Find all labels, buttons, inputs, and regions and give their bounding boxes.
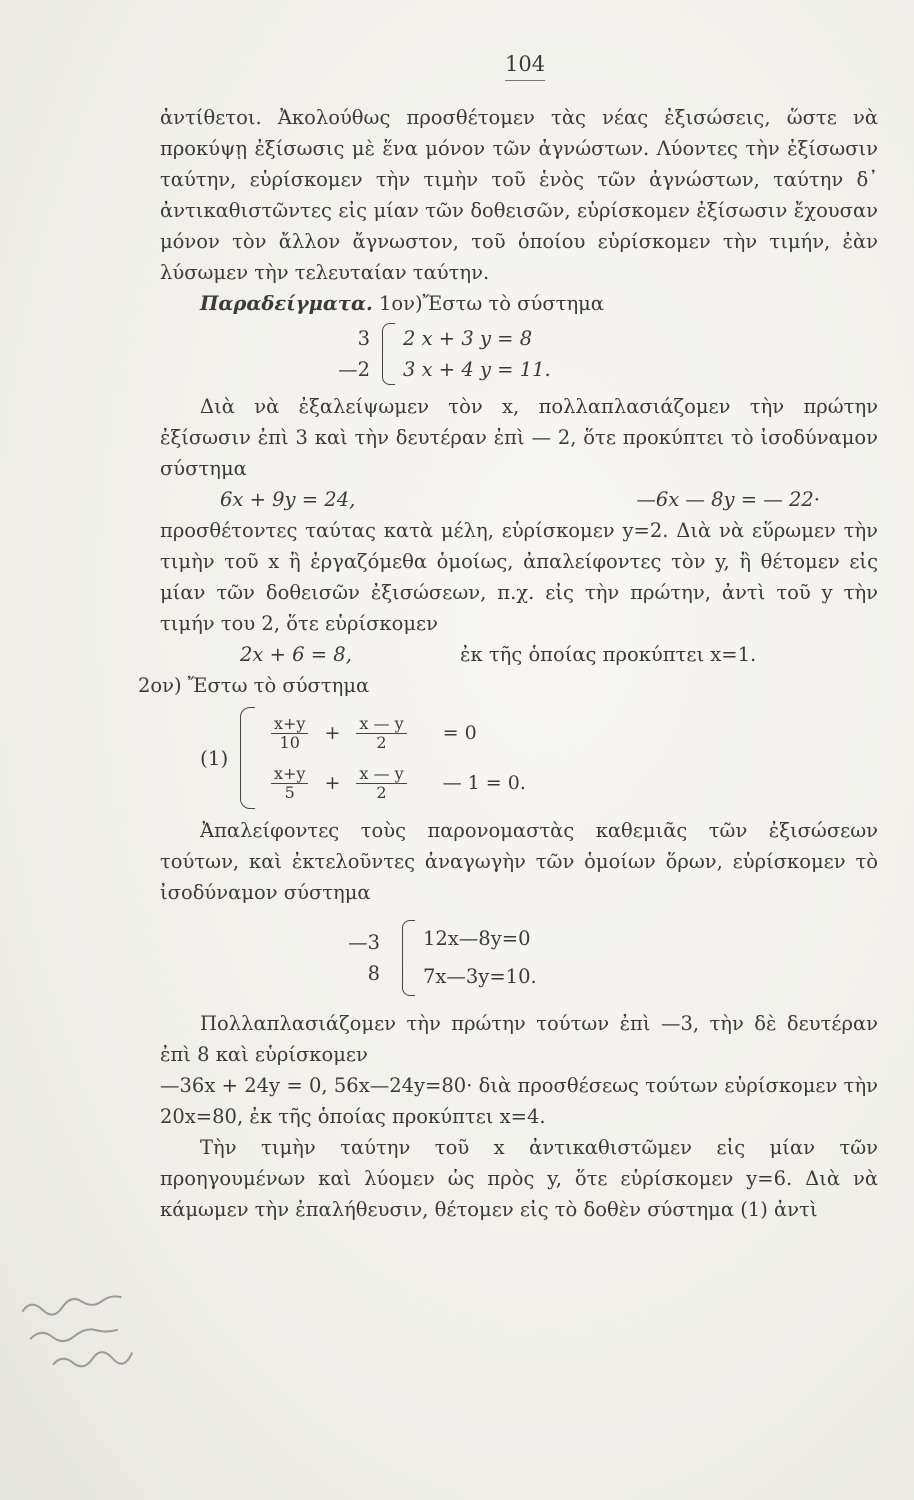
equation: 12x—8y=0 xyxy=(423,927,531,950)
multiplier: 3 xyxy=(357,327,370,350)
system-3-multipliers xyxy=(320,927,380,989)
result-line xyxy=(160,1070,878,1132)
system-2 xyxy=(200,707,878,809)
multiplier: —2 xyxy=(338,358,370,381)
equivalent-system-1 xyxy=(220,484,820,515)
examples-heading-line xyxy=(160,288,878,319)
system-1 xyxy=(310,323,878,385)
equation-row: $\frac{x+y}{10}$ + $\frac{x — y}{2}$ = 0 xyxy=(265,708,536,758)
example-2-intro: 2ον) Ἔστω τὸ σύστημα xyxy=(138,674,370,697)
brace xyxy=(382,323,395,385)
equation: 3 x + 4 y = 11. xyxy=(403,358,551,381)
page-body xyxy=(138,102,878,1225)
brace xyxy=(402,920,415,996)
examples-heading: Παραδείγματα. xyxy=(200,292,373,315)
brace xyxy=(240,707,255,809)
substitution-line xyxy=(240,639,878,670)
equation: 6x + 9y = 24, xyxy=(220,488,356,511)
equation: —6x — 8y = — 22· xyxy=(636,488,820,511)
paragraph-4: Ἀπαλείφοντες τοὺς παρονομαστὰς καθεμιᾶς τῶν ἐξισώσεων τούτων, καὶ ἐκτελοῦντες ἀναγωγὴν τῶν ὁμοίων ὅρων, εὑρίσκομεν τὸ ἰσοδύναμον σύστημα xyxy=(160,819,878,904)
multiplier: 8 xyxy=(367,962,380,985)
system-3 xyxy=(320,920,878,996)
handwriting-scribble-icon xyxy=(15,1279,154,1382)
equation: 7x—3y=10. xyxy=(423,965,537,988)
result-tail: διὰ προσθέσεως τούτων εὑρίσκομεν τὴν 20x=80, ἐκ τῆς ὁποίας προκύπτει x=4. xyxy=(160,1074,878,1128)
result-equations: —36x + 24y = 0, 56x—24y=80· xyxy=(160,1074,473,1097)
equation-row: $\frac{x+y}{5}$ + $\frac{x — y}{2}$ — 1 = 0. xyxy=(265,758,536,808)
paragraph-5: Πολλαπλασιάζομεν τὴν πρώτην τούτων ἐπὶ —3, τὴν δὲ δευτέραν ἐπὶ 8 καὶ εὑρίσκομεν xyxy=(160,1012,878,1066)
example-1-intro: 1ον)Ἔστω τὸ σύστημα xyxy=(378,292,604,315)
equation: 2x + 6 = 8, xyxy=(240,643,352,666)
paragraph-3: προσθέτοντες ταύτας κατὰ μέλη, εὑρίσκομεν y=2. Διὰ νὰ εὕρωμεν τὴν τιμὴν τοῦ x ἢ ἐργαζόμεθα ὁμοίως, ἀπαλείφοντες τὸν y, ἢ θέτομεν εἰς μίαν τῶν δοθεισῶν ἐξισώσεων, π.χ. εἰς τὴν πρώτην, ἀντὶ τοῦ y τὴν τιμήν του 2, ὅτε εὑρίσκομεν xyxy=(160,519,878,635)
paragraph-2: Διὰ νὰ ἐξαλείψωμεν τὸν x, πολλαπλασιάζομεν τὴν πρώτην ἐξίσωσιν ἐπὶ 3 καὶ τὴν δευτέραν ἐπὶ — 2, ὅτε προκύπτει τὸ ἰσοδύναμον σύστημα xyxy=(160,395,878,480)
equation-tail: ἐκ τῆς ὁποίας προκύπτει x=1. xyxy=(460,643,757,666)
equation: 2 x + 3 y = 8 xyxy=(403,327,533,350)
equation-label: (1) xyxy=(200,745,229,770)
paragraph-6: Τὴν τιμὴν ταύτην τοῦ x ἀντικαθιστῶμεν εἰς μίαν τῶν προηγουμένων καὶ λύομεν ὡς πρὸς y, ὅτε εὑρίσκομεν y=6. Διὰ νὰ κάμωμεν τὴν ἐπαλήθευσιν, θέτομεν εἰς τὸ δοθὲν σύστημα (1) ἀντὶ xyxy=(160,1136,878,1221)
paragraph-1: ἀντίθετοι. Ἀκολούθως προσθέτομεν τὰς νέας ἐξισώσεις, ὥστε νὰ προκύψῃ ἐξίσωσις μὲ ἕνα μόνον τῶν ἀγνώστων. Λύοντες τὴν ἐξίσωσιν ταύτην, εὑρίσκομεν τὴν τιμὴν τοῦ ἑνὸς τῶν ἀγνώστων, ταύτην δ᾽ ἀντικαθιστῶντες εἰς μίαν τῶν δοθεισῶν, εὑρίσκομεν ἐξίσωσιν ἔχουσαν μόνον τὸν ἄλλον ἄγνωστον, τοῦ ὁποίου εὑρίσκομεν τὴν τιμήν, ἐὰν λύσωμεν τὴν τελευταίαν ταύτην. xyxy=(160,106,878,284)
page-number: 104 xyxy=(505,52,545,81)
margin-handwriting xyxy=(15,1278,160,1390)
system-1-multipliers xyxy=(310,323,370,385)
multiplier: —3 xyxy=(348,931,380,954)
